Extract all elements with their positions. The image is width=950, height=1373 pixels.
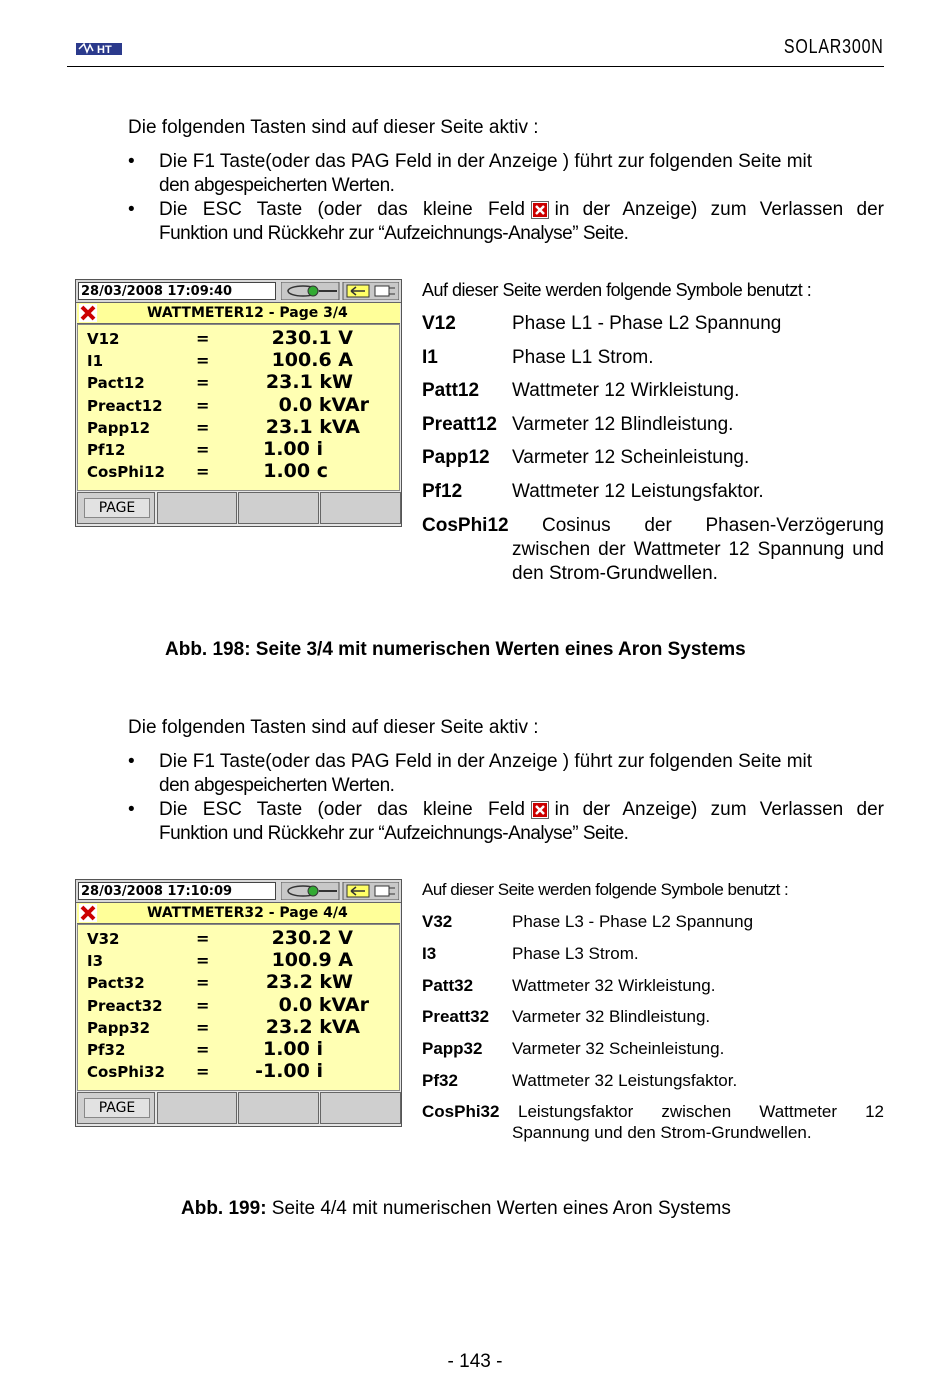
row-equals: = xyxy=(196,462,210,481)
row-label: CosPhi32 xyxy=(87,1063,165,1081)
row-value: 23.1 kW xyxy=(265,371,353,393)
row-equals: = xyxy=(196,929,210,948)
row-label: Pact32 xyxy=(87,974,145,992)
row-equals: = xyxy=(196,396,210,415)
row-equals: = xyxy=(196,1018,210,1037)
symbol-table-intro: Auf dieser Seite werden folgende Symbole benutzt : xyxy=(422,280,812,300)
section-intro: Die folgenden Tasten sind auf dieser Seite aktiv : xyxy=(128,717,539,738)
status-icons xyxy=(281,882,399,900)
symbol-desc: Leistungsfaktor zwischen Wattmeter 12 Spannung und den Strom-Grundwellen. xyxy=(512,1102,884,1142)
symbol-desc: Phase L1 Strom. xyxy=(512,347,654,368)
row-label: Pf32 xyxy=(87,1041,126,1059)
screen-status-bar xyxy=(76,880,401,903)
bullet-text: in der Anzeige) zum Verlassen der xyxy=(554,199,884,220)
screen-datetime: 28/03/2008 17:09:40 xyxy=(78,282,276,300)
symbol-table-intro: Auf dieser Seite werden folgende Symbole benutzt : xyxy=(422,880,789,899)
symbol-name: V32 xyxy=(422,912,453,931)
row-value: 23.1 kVA xyxy=(265,416,360,438)
close-icon[interactable] xyxy=(79,904,97,922)
bullet-text: • Die ESC Taste (oder das kleine Feld xyxy=(159,799,525,820)
row-label: I3 xyxy=(87,952,104,970)
symbol-desc: Phase L3 Strom. xyxy=(512,944,639,963)
list-item xyxy=(128,798,884,846)
table-row xyxy=(78,396,398,418)
list-item xyxy=(128,198,884,246)
key-list xyxy=(128,750,884,846)
symbol-desc: Varmeter 32 Blindleistung. xyxy=(512,1007,711,1026)
page-button-label: PAGE xyxy=(84,1098,150,1118)
row-equals: = xyxy=(196,440,210,459)
symbol-desc: Wattmeter 12 Wirkleistung. xyxy=(512,380,740,401)
symbol-name: V12 xyxy=(422,313,456,334)
symbol-name: Preatt32 xyxy=(422,1007,490,1026)
bullet-text: • Die ESC Taste (oder das kleine Feld xyxy=(159,199,525,220)
table-row xyxy=(78,418,398,440)
symbol-name: Preatt12 xyxy=(422,414,497,435)
symbol-name: CosPhi12 xyxy=(422,515,509,536)
row-value: 23.2 kVA xyxy=(265,1016,360,1038)
row-equals: = xyxy=(196,418,210,437)
page-button-label: PAGE xyxy=(84,498,150,518)
row-equals: = xyxy=(196,1040,210,1059)
symbol-name: Patt32 xyxy=(422,976,474,995)
row-value: 0.0 kVAr xyxy=(278,994,369,1016)
bullet-text: Die F1 Taste(oder das PAG Feld in der Anzeige ) führt zur folgenden Seite mit xyxy=(159,151,813,172)
table-row xyxy=(78,973,398,995)
bullet-text: in der Anzeige) zum Verlassen der xyxy=(554,799,884,820)
figure-caption xyxy=(181,1198,731,1220)
screen-title: WATTMETER12 - Page 3/4 xyxy=(147,305,348,321)
symbol-name: CosPhi32 xyxy=(422,1102,500,1121)
row-label: Papp12 xyxy=(87,419,151,437)
close-icon[interactable] xyxy=(79,304,97,322)
table-row xyxy=(78,440,398,462)
row-label: Pf12 xyxy=(87,441,126,459)
svg-text:HT: HT xyxy=(97,44,112,56)
caption-label: Abb. 199: xyxy=(181,1198,267,1219)
row-label: Preact32 xyxy=(87,997,163,1015)
row-value: -1.00 i xyxy=(255,1060,323,1082)
bullet-text: Die F1 Taste(oder das PAG Feld in der Anzeige ) führt zur folgenden Seite mit xyxy=(159,751,813,772)
instrument-screen xyxy=(75,279,402,527)
section-intro: Die folgenden Tasten sind auf dieser Seite aktiv : xyxy=(128,117,539,138)
row-value: 1.00 c xyxy=(263,460,328,482)
page-button[interactable] xyxy=(77,492,155,524)
row-value: 1.00 i xyxy=(262,438,323,460)
screen-title-bar xyxy=(77,303,400,324)
row-label: Pact12 xyxy=(87,374,145,392)
symbol-desc: Varmeter 32 Scheinleistung. xyxy=(512,1039,725,1058)
symbol-name: Papp12 xyxy=(422,447,490,468)
screen-datetime: 28/03/2008 17:10:09 xyxy=(78,882,276,900)
symbol-name: Pf12 xyxy=(422,481,463,502)
symbol-desc: Cosinus der Phasen-Verzögerung zwischen der Wattmeter 12 Spannung und den Strom-Grundwellen. xyxy=(512,515,884,584)
row-equals: = xyxy=(196,351,210,370)
row-label: I1 xyxy=(87,352,104,370)
softkey-bar xyxy=(76,492,401,526)
symbol-name: Pf32 xyxy=(422,1071,458,1090)
page-number: - 143 - xyxy=(447,1351,503,1372)
row-label: Papp32 xyxy=(87,1019,151,1037)
softkey-f4[interactable] xyxy=(320,1092,401,1124)
symbol-desc: Varmeter 12 Blindleistung. xyxy=(512,414,734,435)
list-item xyxy=(128,750,884,798)
symbol-desc: Phase L3 - Phase L2 Spannung xyxy=(512,912,754,931)
bullet-text: den abgespeicherten Werten. xyxy=(159,175,395,196)
bullet-text: den abgespeicherten Werten. xyxy=(159,775,395,796)
row-value: 1.00 i xyxy=(262,1038,323,1060)
row-equals: = xyxy=(196,996,210,1015)
key-list xyxy=(128,150,884,246)
close-icon xyxy=(531,201,549,219)
symbol-table xyxy=(422,280,884,590)
symbol-desc: Wattmeter 32 Wirkleistung. xyxy=(512,976,716,995)
row-value: 23.2 kW xyxy=(265,971,353,993)
table-row xyxy=(78,1018,398,1040)
symbol-table xyxy=(422,879,884,1149)
row-label: V32 xyxy=(87,930,120,948)
symbol-desc: Phase L1 - Phase L2 Spannung xyxy=(512,313,782,334)
table-row xyxy=(78,951,398,973)
bullet-text: Funktion und Rückkehr zur “Aufzeichnungs-Analyse” Seite. xyxy=(159,823,629,844)
screen-title: WATTMETER32 - Page 4/4 xyxy=(147,905,348,921)
row-value: 230.1 V xyxy=(271,327,353,349)
measurement-panel xyxy=(77,324,400,491)
figure-caption: Abb. 198: Seite 3/4 mit numerischen Werten eines Aron Systems xyxy=(165,639,746,660)
softkey-bar xyxy=(76,1092,401,1126)
softkey-f3[interactable] xyxy=(238,492,319,524)
row-equals: = xyxy=(196,951,210,970)
close-icon xyxy=(531,801,549,819)
row-value: 0.0 kVAr xyxy=(278,394,369,416)
symbol-name: Papp32 xyxy=(422,1039,483,1058)
measurement-panel xyxy=(77,924,400,1091)
symbol-desc: Wattmeter 32 Leistungsfaktor. xyxy=(512,1071,738,1090)
list-item xyxy=(128,150,884,198)
table-row xyxy=(78,1040,398,1062)
softkey-f2[interactable] xyxy=(157,1092,237,1124)
symbol-desc: Varmeter 12 Scheinleistung. xyxy=(512,447,750,468)
softkey-f2[interactable] xyxy=(157,492,237,524)
instrument-screen xyxy=(75,879,402,1127)
row-value: 100.6 A xyxy=(271,349,353,371)
ht-logo xyxy=(76,40,122,56)
row-label: Preact12 xyxy=(87,397,163,415)
symbol-name: Patt12 xyxy=(422,380,480,401)
softkey-f4[interactable] xyxy=(320,492,401,524)
table-row xyxy=(78,1062,398,1084)
row-equals: = xyxy=(196,329,210,348)
table-row xyxy=(78,329,398,351)
row-equals: = xyxy=(196,973,210,992)
symbol-name: I3 xyxy=(422,944,437,963)
softkey-f3[interactable] xyxy=(238,1092,319,1124)
symbol-name: I1 xyxy=(422,347,438,368)
row-equals: = xyxy=(196,373,210,392)
row-equals: = xyxy=(196,1062,210,1081)
document-title: SOLAR300N xyxy=(784,36,884,58)
table-row xyxy=(78,462,398,484)
status-icons xyxy=(281,282,399,300)
row-value: 100.9 A xyxy=(271,949,353,971)
table-row xyxy=(78,351,398,373)
header-divider xyxy=(67,66,884,67)
row-label: V12 xyxy=(87,330,120,348)
table-row xyxy=(78,996,398,1018)
screen-status-bar xyxy=(76,280,401,303)
page-button[interactable] xyxy=(77,1092,155,1124)
table-row xyxy=(78,929,398,951)
caption-text: Seite 4/4 mit numerischen Werten eines Aron Systems xyxy=(266,1198,731,1219)
row-value: 230.2 V xyxy=(271,927,353,949)
screen-title-bar xyxy=(77,903,400,924)
table-row xyxy=(78,373,398,395)
row-label: CosPhi12 xyxy=(87,463,165,481)
symbol-desc: Wattmeter 12 Leistungsfaktor. xyxy=(512,481,764,502)
bullet-text: Funktion und Rückkehr zur “Aufzeichnungs-Analyse” Seite. xyxy=(159,223,629,244)
